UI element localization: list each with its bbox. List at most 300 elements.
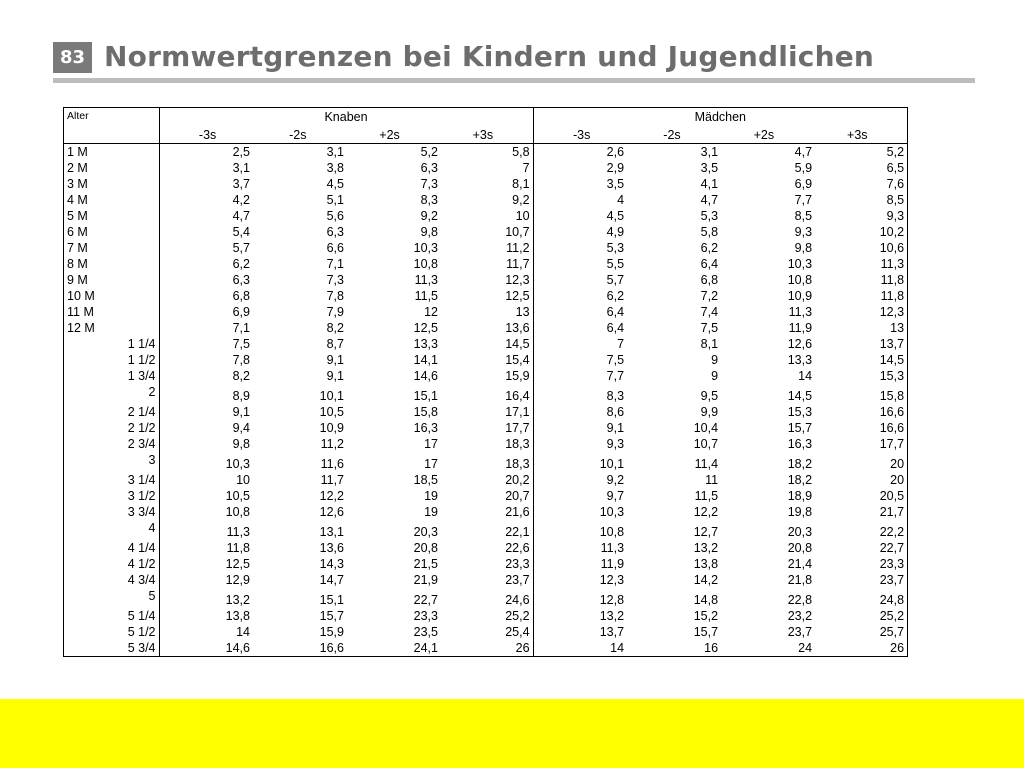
knaben-value-cell: 20,8 <box>413 541 438 555</box>
knaben-value-cell: 9,2 <box>441 192 533 208</box>
maedchen-value-cell: 16,6 <box>879 421 905 435</box>
knaben-value-cell: 10,3 <box>225 457 250 471</box>
table-row <box>64 384 907 404</box>
knaben-value-cell: 22,1 <box>441 520 533 540</box>
maedchen-value-cell: 9,3 <box>606 437 625 451</box>
maedchen-value-cell: 10,6 <box>879 241 905 255</box>
knaben-value-cell: 12 <box>424 305 438 319</box>
table-row <box>64 608 907 624</box>
knaben-value-cell: 25,4 <box>441 624 533 640</box>
knaben-value-cell: 19 <box>424 505 438 519</box>
knaben-value-cell: 8,9 <box>232 389 250 403</box>
maedchen-value-cell: 11,8 <box>880 273 905 287</box>
maedchen-value-cell: 6,2 <box>606 289 625 303</box>
maedchen-value-cell: 7,2 <box>700 289 719 303</box>
knaben-value-cell: 23,3 <box>441 556 533 572</box>
slide-title: Normwertgrenzen bei Kindern und Jugendlichen <box>104 40 875 73</box>
maedchen-value-cell: 7,6 <box>886 177 905 191</box>
sd-header: -2s <box>663 127 681 142</box>
maedchen-value-cell: 20,5 <box>879 489 905 503</box>
maedchen-value-cell: 17,7 <box>879 437 905 451</box>
knaben-value-cell: 17,1 <box>441 404 533 420</box>
knaben-value-cell: 13,3 <box>413 337 438 351</box>
age-cell: 1 M <box>64 144 159 161</box>
knaben-value-cell: 3,1 <box>232 161 250 175</box>
knaben-value-cell: 10,8 <box>413 257 438 271</box>
maedchen-value-cell: 11,3 <box>788 305 813 319</box>
knaben-value-cell: 3,7 <box>232 177 250 191</box>
table-body <box>64 144 907 657</box>
knaben-value-cell: 12,6 <box>319 505 344 519</box>
knaben-value-cell: 5,6 <box>326 209 344 223</box>
knaben-value-cell: 10,5 <box>225 489 250 503</box>
maedchen-value-cell: 12,8 <box>599 593 625 607</box>
maedchen-value-cell: 15,3 <box>879 369 905 383</box>
knaben-value-cell: 6,2 <box>232 257 250 271</box>
maedchen-value-cell: 18,9 <box>787 489 813 503</box>
maedchen-value-cell: 10,4 <box>693 421 719 435</box>
knaben-value-cell: 14,5 <box>441 336 533 352</box>
knaben-value-cell: 11,5 <box>414 289 438 303</box>
knaben-value-cell: 24,1 <box>413 641 438 655</box>
knaben-value-cell: 10,7 <box>441 224 533 240</box>
sd-header: +2s <box>379 127 400 142</box>
knaben-value-cell: 20,2 <box>441 472 533 488</box>
knaben-value-cell: 13,8 <box>225 609 250 623</box>
maedchen-value-cell: 9 <box>711 353 719 367</box>
sd-header: +3s <box>847 127 868 142</box>
maedchen-value-cell: 7,5 <box>606 353 625 367</box>
knaben-value-cell: 13 <box>441 304 533 320</box>
maedchen-value-cell: 15,2 <box>693 609 719 623</box>
maedchen-value-cell: 10,2 <box>879 225 905 239</box>
maedchen-value-cell: 12,7 <box>693 525 719 539</box>
maedchen-value-cell: 5,2 <box>886 145 905 159</box>
knaben-value-cell: 12,5 <box>225 557 250 571</box>
maedchen-value-cell: 7,7 <box>606 369 625 383</box>
maedchen-value-cell: 9,8 <box>794 241 813 255</box>
table-row <box>64 504 907 520</box>
sd-header: +3s <box>472 127 494 142</box>
table-row <box>64 472 907 488</box>
age-cell: 2 1/4 <box>64 404 159 420</box>
knaben-value-cell: 4,2 <box>232 193 250 207</box>
slide-number-badge: 83 <box>53 42 92 73</box>
knaben-value-cell: 9,1 <box>326 353 344 367</box>
knaben-value-cell: 15,1 <box>413 389 438 403</box>
table-row <box>64 304 907 320</box>
maedchen-value-cell: 25,7 <box>879 625 905 639</box>
age-cell: 4 M <box>64 192 159 208</box>
sd-header: -3s <box>573 127 591 142</box>
table-row <box>64 192 907 208</box>
knaben-value-cell: 3,8 <box>326 161 344 175</box>
knaben-value-cell: 17,7 <box>441 420 533 436</box>
maedchen-value-cell: 16,3 <box>787 437 813 451</box>
knaben-value-cell: 14,1 <box>413 353 438 367</box>
age-cell: 4 1/2 <box>64 556 159 572</box>
knaben-value-cell: 7,1 <box>326 257 344 271</box>
knaben-value-cell: 7,9 <box>326 305 344 319</box>
table-row <box>64 540 907 556</box>
maedchen-value-cell: 3,1 <box>700 145 719 159</box>
alter-subheader-blank <box>64 126 159 144</box>
maedchen-value-cell: 13,7 <box>879 337 905 351</box>
knaben-value-cell: 14,3 <box>319 557 344 571</box>
knaben-value-cell: 5,8 <box>441 144 533 161</box>
age-cell: 3 <box>64 452 159 472</box>
age-cell: 11 M <box>64 304 159 320</box>
maedchen-value-cell: 11,3 <box>880 257 905 271</box>
knaben-value-cell: 11,8 <box>226 541 250 555</box>
knaben-value-cell: 10,5 <box>319 405 344 419</box>
table-row <box>64 404 907 420</box>
sd-header: -2s <box>289 127 307 142</box>
maedchen-value-cell: 9,9 <box>700 405 719 419</box>
maedchen-value-cell: 8,6 <box>606 405 625 419</box>
maedchen-value-cell: 10,8 <box>599 525 625 539</box>
knaben-value-cell: 11,2 <box>320 437 344 451</box>
maedchen-value-cell: 7 <box>617 337 625 351</box>
maedchen-value-cell: 20,8 <box>787 541 813 555</box>
maedchen-value-cell: 8,3 <box>606 389 625 403</box>
maedchen-value-cell: 14,2 <box>693 573 719 587</box>
maedchen-value-cell: 3,5 <box>700 161 719 175</box>
knaben-value-cell: 7,8 <box>326 289 344 303</box>
maedchen-value-cell: 22,2 <box>879 525 905 539</box>
knaben-value-cell: 10 <box>441 208 533 224</box>
knaben-value-cell: 7 <box>441 160 533 176</box>
knaben-value-cell: 25,2 <box>441 608 533 624</box>
knaben-value-cell: 17 <box>424 457 438 471</box>
knaben-value-cell: 14,6 <box>225 641 250 655</box>
maedchen-value-cell: 10,9 <box>787 289 813 303</box>
knaben-value-cell: 7,8 <box>232 353 250 367</box>
knaben-value-cell: 6,3 <box>420 161 438 175</box>
maedchen-value-cell: 18,2 <box>787 473 813 487</box>
maedchen-value-cell: 10,7 <box>693 437 719 451</box>
knaben-sd-headers <box>159 126 533 144</box>
knaben-value-cell: 23,7 <box>441 572 533 588</box>
norm-values-table <box>63 107 908 657</box>
age-cell: 3 1/4 <box>64 472 159 488</box>
maedchen-value-cell: 20 <box>890 457 905 471</box>
age-cell: 3 3/4 <box>64 504 159 520</box>
maedchen-value-cell: 5,3 <box>606 241 625 255</box>
maedchen-value-cell: 12,3 <box>879 305 905 319</box>
maedchen-value-cell: 8,1 <box>700 337 719 351</box>
knaben-value-cell: 8,3 <box>420 193 438 207</box>
knaben-value-cell: 20,3 <box>413 525 438 539</box>
age-cell: 2 M <box>64 160 159 176</box>
maedchen-value-cell: 23,2 <box>787 609 813 623</box>
knaben-value-cell: 5,1 <box>326 193 344 207</box>
knaben-value-cell: 18,5 <box>413 473 438 487</box>
knaben-value-cell: 18,3 <box>441 436 533 452</box>
knaben-value-cell: 21,6 <box>441 504 533 520</box>
maedchen-value-cell: 14 <box>610 641 625 655</box>
knaben-value-cell: 6,3 <box>232 273 250 287</box>
knaben-value-cell: 5,4 <box>232 225 250 239</box>
table-row <box>64 256 907 272</box>
knaben-value-cell: 7,1 <box>232 321 250 335</box>
knaben-value-cell: 12,3 <box>441 272 533 288</box>
knaben-value-cell: 16,3 <box>413 421 438 435</box>
knaben-value-cell: 5,2 <box>420 145 438 159</box>
maedchen-value-cell: 23,7 <box>787 625 813 639</box>
table-row <box>64 452 907 472</box>
knaben-value-cell: 13,6 <box>319 541 344 555</box>
knaben-value-cell: 15,7 <box>319 609 344 623</box>
maedchen-value-cell: 24,8 <box>879 593 905 607</box>
age-cell: 2 <box>64 384 159 404</box>
table-row <box>64 588 907 608</box>
maedchen-value-cell: 9,3 <box>794 225 813 239</box>
age-cell: 9 M <box>64 272 159 288</box>
maedchen-value-cell: 11,3 <box>600 541 625 555</box>
maedchen-value-cell: 9,5 <box>700 389 719 403</box>
maedchen-value-cell: 18,2 <box>787 457 813 471</box>
maedchen-value-cell: 13 <box>890 321 905 335</box>
knaben-value-cell: 15,1 <box>319 593 344 607</box>
maedchen-value-cell: 16,6 <box>879 405 905 419</box>
table-row <box>64 520 907 540</box>
sd-header: -3s <box>198 127 217 142</box>
knaben-value-cell: 8,2 <box>326 321 344 335</box>
maedchen-value-cell: 15,7 <box>693 625 719 639</box>
maedchen-value-cell: 9 <box>711 369 719 383</box>
age-cell: 4 3/4 <box>64 572 159 588</box>
table-row <box>64 320 907 336</box>
knaben-value-cell: 11,6 <box>320 457 344 471</box>
maedchen-value-cell: 5,9 <box>794 161 813 175</box>
knaben-value-cell: 21,5 <box>413 557 438 571</box>
knaben-group-header: Knaben <box>159 108 533 126</box>
maedchen-value-cell: 9,3 <box>886 209 905 223</box>
knaben-value-cell: 18,3 <box>441 452 533 472</box>
table-row <box>64 420 907 436</box>
maedchen-value-cell: 22,8 <box>787 593 813 607</box>
knaben-value-cell: 26 <box>441 640 533 656</box>
table-row <box>64 488 907 504</box>
maedchen-value-cell: 21,4 <box>787 557 813 571</box>
maedchen-value-cell: 4,5 <box>606 209 625 223</box>
maedchen-value-cell: 14,5 <box>879 353 905 367</box>
knaben-value-cell: 13,1 <box>319 525 344 539</box>
maedchen-value-cell: 4,7 <box>794 145 813 159</box>
yellow-footer-band <box>0 699 1024 768</box>
knaben-value-cell: 24,6 <box>441 588 533 608</box>
knaben-value-cell: 10,8 <box>225 505 250 519</box>
knaben-value-cell: 7,3 <box>326 273 344 287</box>
knaben-value-cell: 5,7 <box>232 241 250 255</box>
maedchen-value-cell: 13,3 <box>787 353 813 367</box>
maedchen-value-cell: 14,8 <box>693 593 719 607</box>
knaben-value-cell: 10,9 <box>319 421 344 435</box>
knaben-value-cell: 10,3 <box>413 241 438 255</box>
knaben-value-cell: 4,5 <box>326 177 344 191</box>
maedchen-value-cell: 21,7 <box>879 505 905 519</box>
table-row <box>64 208 907 224</box>
knaben-value-cell: 17 <box>424 437 438 451</box>
maedchen-value-cell: 20 <box>890 473 905 487</box>
maedchen-value-cell: 11 <box>705 473 719 487</box>
knaben-value-cell: 11,3 <box>226 525 250 539</box>
maedchen-value-cell: 23,7 <box>879 573 905 587</box>
knaben-value-cell: 19 <box>424 489 438 503</box>
knaben-value-cell: 3,1 <box>326 145 344 159</box>
table-row <box>64 352 907 368</box>
knaben-value-cell: 13,6 <box>441 320 533 336</box>
table-row <box>64 144 907 161</box>
table-row <box>64 336 907 352</box>
maedchen-value-cell: 5,8 <box>700 225 719 239</box>
age-cell: 12 M <box>64 320 159 336</box>
maedchen-value-cell: 12,6 <box>787 337 813 351</box>
knaben-value-cell: 16,4 <box>441 384 533 404</box>
knaben-value-cell: 11,2 <box>441 240 533 256</box>
knaben-value-cell: 10,1 <box>319 389 344 403</box>
age-cell: 1 1/4 <box>64 336 159 352</box>
maedchen-value-cell: 6,2 <box>700 241 719 255</box>
maedchen-value-cell: 8,5 <box>886 193 905 207</box>
maedchen-value-cell: 2,9 <box>606 161 625 175</box>
knaben-value-cell: 20,7 <box>441 488 533 504</box>
knaben-value-cell: 14 <box>236 625 250 639</box>
knaben-value-cell: 8,7 <box>326 337 344 351</box>
knaben-value-cell: 9,1 <box>232 405 250 419</box>
table-row <box>64 368 907 384</box>
maedchen-value-cell: 15,8 <box>879 389 905 403</box>
knaben-value-cell: 4,7 <box>232 209 250 223</box>
knaben-value-cell: 15,9 <box>319 625 344 639</box>
knaben-value-cell: 10 <box>236 473 250 487</box>
maedchen-value-cell: 12,3 <box>599 573 625 587</box>
knaben-value-cell: 9,4 <box>232 421 250 435</box>
knaben-value-cell: 7,3 <box>420 177 438 191</box>
table-row <box>64 224 907 240</box>
knaben-value-cell: 21,9 <box>413 573 438 587</box>
table-row <box>64 288 907 304</box>
knaben-value-cell: 8,2 <box>232 369 250 383</box>
maedchen-value-cell: 11,8 <box>880 289 905 303</box>
knaben-value-cell: 8,1 <box>441 176 533 192</box>
age-cell: 3 M <box>64 176 159 192</box>
maedchen-value-cell: 6,8 <box>700 273 719 287</box>
knaben-value-cell: 6,9 <box>232 305 250 319</box>
maedchen-value-cell: 15,3 <box>787 405 813 419</box>
maedchen-value-cell: 11,4 <box>694 457 719 471</box>
maedchen-value-cell: 22,7 <box>879 541 905 555</box>
age-cell: 7 M <box>64 240 159 256</box>
maedchen-value-cell: 11,5 <box>694 489 719 503</box>
maedchen-value-cell: 4,9 <box>606 225 625 239</box>
knaben-value-cell: 14,7 <box>319 573 344 587</box>
maedchen-value-cell: 15,7 <box>787 421 813 435</box>
maedchen-value-cell: 21,8 <box>787 573 813 587</box>
knaben-value-cell: 13,2 <box>225 593 250 607</box>
age-cell: 6 M <box>64 224 159 240</box>
knaben-value-cell: 23,5 <box>413 625 438 639</box>
age-cell: 5 1/2 <box>64 624 159 640</box>
maedchen-value-cell: 2,6 <box>606 145 625 159</box>
age-cell: 8 M <box>64 256 159 272</box>
maedchen-value-cell: 19,8 <box>787 505 813 519</box>
table-row <box>64 436 907 452</box>
alter-header: Alter <box>64 108 159 126</box>
maedchen-value-cell: 5,7 <box>606 273 625 287</box>
age-cell: 3 1/2 <box>64 488 159 504</box>
maedchen-value-cell: 4,7 <box>700 193 719 207</box>
age-cell: 2 3/4 <box>64 436 159 452</box>
maedchen-value-cell: 5,3 <box>700 209 719 223</box>
knaben-value-cell: 9,2 <box>420 209 438 223</box>
age-cell: 5 M <box>64 208 159 224</box>
knaben-value-cell: 15,9 <box>441 368 533 384</box>
age-cell: 5 1/4 <box>64 608 159 624</box>
knaben-value-cell: 16,6 <box>319 641 344 655</box>
knaben-value-cell: 6,6 <box>326 241 344 255</box>
knaben-value-cell: 7,5 <box>232 337 250 351</box>
maedchen-value-cell: 26 <box>890 641 905 655</box>
table-row <box>64 572 907 588</box>
knaben-value-cell: 11,3 <box>414 273 438 287</box>
maedchen-value-cell: 23,3 <box>879 557 905 571</box>
knaben-value-cell: 22,7 <box>413 593 438 607</box>
table-row <box>64 160 907 176</box>
maedchen-value-cell: 6,9 <box>794 177 813 191</box>
sd-header: +2s <box>753 127 775 142</box>
maedchen-value-cell: 13,2 <box>693 541 719 555</box>
age-cell: 5 3/4 <box>64 640 159 656</box>
maedchen-value-cell: 16 <box>704 641 719 655</box>
knaben-value-cell: 11,7 <box>441 256 533 272</box>
knaben-value-cell: 15,8 <box>413 405 438 419</box>
table-row <box>64 640 907 656</box>
maedchen-value-cell: 13,8 <box>693 557 719 571</box>
maedchen-value-cell: 14,5 <box>787 389 813 403</box>
knaben-value-cell: 12,9 <box>225 573 250 587</box>
maedchen-value-cell: 4,1 <box>700 177 719 191</box>
knaben-value-cell: 6,3 <box>326 225 344 239</box>
maedchen-value-cell: 7,5 <box>700 321 719 335</box>
age-cell: 10 M <box>64 288 159 304</box>
age-cell: 1 1/2 <box>64 352 159 368</box>
maedchen-value-cell: 9,7 <box>606 489 625 503</box>
maedchen-value-cell: 10,8 <box>787 273 813 287</box>
age-cell: 4 1/4 <box>64 540 159 556</box>
maedchen-value-cell: 6,5 <box>886 161 905 175</box>
maedchen-value-cell: 12,2 <box>693 505 719 519</box>
maedchen-value-cell: 5,5 <box>606 257 625 271</box>
maedchen-value-cell: 11,9 <box>600 557 625 571</box>
maedchen-value-cell: 20,3 <box>787 525 813 539</box>
knaben-value-cell: 12,5 <box>413 321 438 335</box>
knaben-value-cell: 22,6 <box>441 540 533 556</box>
age-cell: 2 1/2 <box>64 420 159 436</box>
maedchen-value-cell: 25,2 <box>879 609 905 623</box>
knaben-value-cell: 9,8 <box>420 225 438 239</box>
table-row <box>64 556 907 572</box>
maedchen-value-cell: 8,5 <box>794 209 813 223</box>
table-row <box>64 624 907 640</box>
maedchen-value-cell: 7,7 <box>794 193 813 207</box>
maedchen-value-cell: 13,2 <box>599 609 625 623</box>
maedchen-value-cell: 10,3 <box>599 505 625 519</box>
maedchen-value-cell: 11,9 <box>788 321 813 335</box>
knaben-value-cell: 2,5 <box>232 145 250 159</box>
knaben-value-cell: 15,4 <box>441 352 533 368</box>
